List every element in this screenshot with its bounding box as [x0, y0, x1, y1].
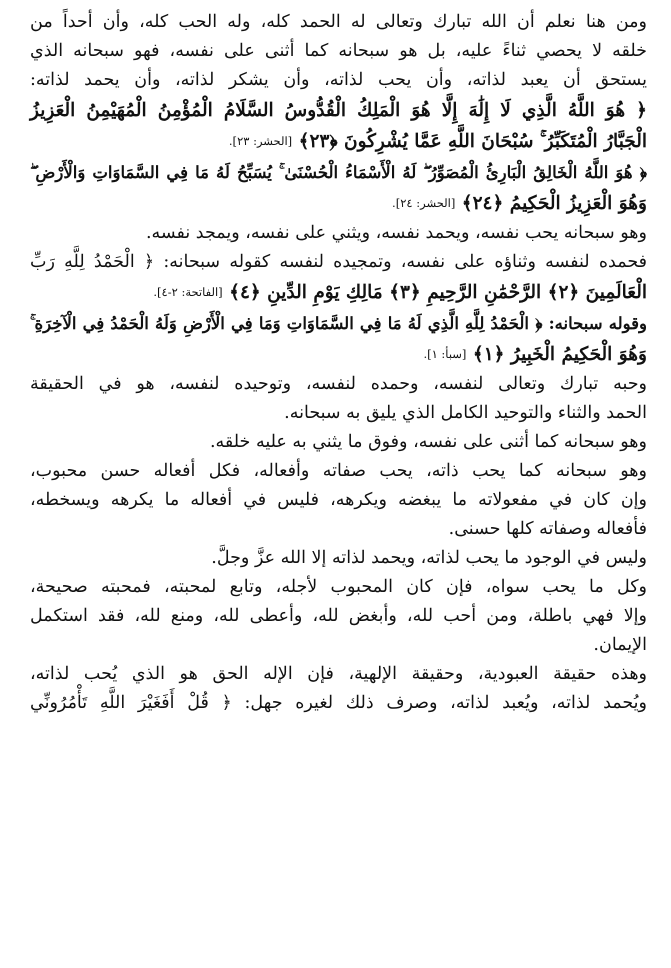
text-line: وإلا فهي باطلة، ومن أحب لله، وأبغض لله، وأعطى لله، ومنع لله، فقد استكمل — [30, 606, 647, 626]
verse-citation: [سبأ: ١]. — [423, 347, 467, 361]
paragraph-love-for-allah — [30, 573, 647, 660]
paragraph-worship — [30, 660, 647, 718]
text-line: الإيمان. — [593, 635, 647, 655]
text-line: الحمد والثناء والتوحيد الكامل الذي يليق به سبحانه. — [284, 403, 647, 423]
quran-quote-hashr-23 — [30, 95, 647, 157]
paragraph-self-praise — [30, 219, 647, 308]
text-line: ويُحمد لذاته، ويُعبد لذاته، وصرف ذلك لغيره جهل: ﴿ قُلْ أَفَغَيْرَ اللَّهِ تَأْمُرُونِّي — [30, 693, 647, 713]
verse-line: ﴿ هُوَ اللَّهُ الْخَالِقُ الْبَارِئُ الْمُصَوِّرُ ۖ لَهُ الْأَسْمَاءُ الْحُسْنَىٰ ۚ يُسَبِّحُ لَهُ مَا فِي السَّمَاوَاتِ وَالْأَرْضِ ۖ — [30, 163, 647, 182]
quran-quote-hashr-24 — [30, 157, 647, 219]
text-line: وهو سبحانه كما أثنى على نفسه، وفوق ما يثني به عليه خلقه. — [209, 432, 647, 452]
quran-quote-saba-1 — [30, 308, 647, 370]
paragraph-love-of-self — [30, 370, 647, 428]
verse-text: وَهُوَ الْعَزِيزُ الْحَكِيمُ ﴿٢٤﴾ — [461, 193, 647, 214]
text-line: وهو سبحانه كما يحب ذاته، يحب صفاته وأفعاله، فكل أفعاله حسن محبوب، — [30, 461, 647, 481]
paragraph-existence — [30, 544, 647, 573]
verse-line: ﴿ هُوَ اللَّهُ الَّذِي لَا إِلَٰهَ إِلَّا هُوَ الْمَلِكُ الْقُدُّوسُ السَّلَامُ الْمُؤْمِنُ الْمُهَيْمِنُ الْعَزِيزُ — [30, 100, 647, 121]
verse-line — [30, 339, 647, 370]
text-line: فحمده لنفسه وثناؤه على نفسه، وتمجيده لنفسه كقوله سبحانه: ﴿ الْحَمْدُ لِلَّهِ رَبِّ — [30, 252, 647, 272]
verse-line — [30, 126, 647, 157]
verse-line — [30, 188, 647, 219]
verse-text: الْجَبَّارُ الْمُتَكَبِّرُ ۚ سُبْحَانَ اللَّهِ عَمَّا يُشْرِكُونَ ﴿٢٣﴾ — [298, 131, 647, 152]
text-line: وإن كان في مفعولاته ما يبغضه ويكرهه، فليس في أفعاله ما يكرهه ويسخطه، — [30, 490, 647, 510]
text-line: وحبه تبارك وتعالى لنفسه، وحمده لنفسه، وتوحيده لنفسه، هو في الحقيقة — [30, 374, 647, 394]
paragraph-intro — [30, 8, 647, 95]
verse-citation: [الحشر: ٢٣]. — [228, 134, 293, 148]
verse-line — [30, 277, 647, 308]
text-line: خلقه لا يحصي ثناءً عليه، بل هو سبحانه كما أثنى على نفسه، فهو سبحانه الذي — [30, 41, 647, 61]
text-line: وكل ما يحب سواه، فإن كان المحبوب لأجله، وتابع لمحبته، فمحبته صحيحة، — [30, 577, 647, 597]
text-line: يستحق أن يعبد لذاته، وأن يحب لذاته، وأن يشكر لذاته، وأن يحمد لذاته: — [30, 70, 647, 90]
text-line: وهو سبحانه يحب نفسه، ويحمد نفسه، ويثني على نفسه، ويمجد نفسه. — [145, 223, 647, 243]
verse-text: وَهُوَ الْحَكِيمُ الْخَبِيرُ ﴿١﴾ — [472, 344, 647, 365]
verse-text: الْعَالَمِينَ ﴿٢﴾ الرَّحْمَٰنِ الرَّحِيمِ ﴿٣﴾ مَالِكِ يَوْمِ الدِّينِ ﴿٤﴾ — [229, 282, 647, 303]
text-line: فأفعاله وصفاته كلها حسنى. — [448, 519, 647, 539]
paragraph-praise-above — [30, 428, 647, 457]
text-line: وهذه حقيقة العبودية، وحقيقة الإلهية، فإن الإله الحق هو الذي يُحب لذاته، — [30, 664, 647, 684]
text-line: ومن هنا نعلم أن الله تبارك وتعالى له الحمد كله، وله الحب كله، وأن أحداً من — [30, 12, 647, 32]
text-line: وليس في الوجود ما يحب لذاته، ويحمد لذاته إلا الله عزَّ وجلَّ. — [211, 548, 647, 568]
verse-line: وقوله سبحانه: ﴿ الْحَمْدُ لِلَّهِ الَّذِي لَهُ مَا فِي السَّمَاوَاتِ وَمَا فِي الْأَرْضِ وَلَهُ الْحَمْدُ فِي الْآخِرَةِ ۚ — [30, 314, 647, 333]
verse-citation: [الفاتحة: ٢-٤]. — [153, 285, 223, 299]
paragraph-attributes — [30, 457, 647, 544]
verse-citation: [الحشر: ٢٤]. — [392, 196, 456, 210]
